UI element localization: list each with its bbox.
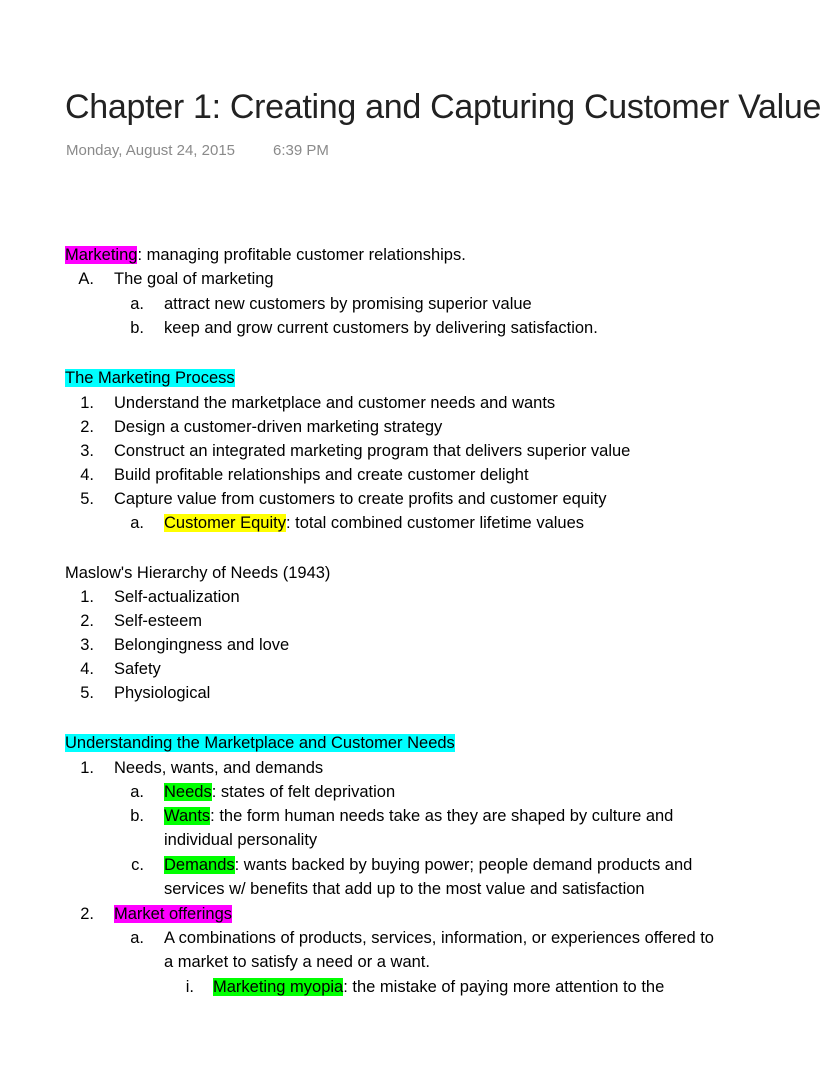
list-item: Safety [114, 660, 161, 678]
term-demands: Demands [164, 856, 235, 874]
list-marker: 5. [80, 490, 94, 508]
page-title: Chapter 1: Creating and Capturing Customer Value [65, 88, 822, 126]
list-marker: 3. [80, 636, 94, 654]
list-item: Build profitable relationships and create customer delight [114, 466, 529, 484]
list-item: Design a customer-driven marketing strategy [114, 418, 443, 436]
list-marker: 4. [80, 660, 94, 678]
section-heading-understanding [65, 731, 455, 755]
list-marker: 1. [80, 394, 94, 412]
list-marker: b. [130, 319, 144, 337]
list-marker: i. [185, 978, 194, 996]
list-item: Self-esteem [114, 612, 203, 630]
list-marker: a. [130, 295, 144, 313]
list-item: Construct an integrated marketing program that delivers superior value [114, 442, 631, 460]
list-marker: a. [130, 929, 144, 947]
list-marker: 2. [80, 905, 94, 923]
list-item: keep and grow current customers by delivering satisfaction. [164, 319, 598, 337]
list-item: Belongingness and love [114, 636, 290, 654]
heading-text: The Marketing Process [65, 369, 235, 387]
section-heading-marketing-process [65, 366, 235, 390]
list-marker: 3. [80, 442, 94, 460]
term-customer-equity: Customer Equity [164, 514, 286, 532]
definition-continuation: services w/ benefits that add up to the most value and satisfaction [164, 880, 645, 898]
wants-definition [164, 804, 673, 828]
customer-equity-definition [164, 511, 584, 535]
list-item: Self-actualization [114, 588, 240, 606]
needs-definition [164, 780, 395, 804]
definition-text: : the form human needs take as they are shaped by culture and [210, 807, 674, 825]
list-item: Physiological [114, 684, 211, 702]
list-marker: a. [130, 514, 144, 532]
term-needs: Needs [164, 783, 212, 801]
definition-continuation: a market to satisfy a need or a want. [164, 953, 430, 971]
list-marker: c. [131, 856, 144, 874]
page-time: 6:39 PM [273, 142, 329, 159]
goal-heading: The goal of marketing [114, 270, 274, 288]
list-marker: 4. [80, 466, 94, 484]
definition-continuation: individual personality [164, 831, 318, 849]
page-timestamp [66, 142, 329, 159]
page-date: Monday, August 24, 2015 [66, 142, 236, 159]
list-item: Understand the marketplace and customer needs and wants [114, 394, 556, 412]
list-marker: 1. [80, 588, 94, 606]
term-marketing: Marketing [65, 246, 138, 264]
maslow-heading: Maslow's Hierarchy of Needs (1943) [65, 564, 331, 582]
definition-text: : total combined customer lifetime values [285, 514, 585, 532]
demands-definition [164, 853, 692, 877]
list-marker: 5. [80, 684, 94, 702]
definition-text: : managing profitable customer relationships. [137, 246, 466, 264]
list-item: attract new customers by promising superior value [164, 295, 532, 313]
term-market-offerings: Market offerings [114, 905, 232, 923]
list-item: Capture value from customers to create profits and customer equity [114, 490, 607, 508]
list-marker: a. [130, 783, 144, 801]
marketing-definition [65, 243, 466, 267]
list-marker: 1. [80, 759, 94, 777]
list-item: Needs, wants, and demands [114, 759, 324, 777]
definition-text: : states of felt deprivation [211, 783, 396, 801]
term-wants: Wants [164, 807, 211, 825]
market-offerings-heading [114, 902, 232, 926]
heading-text: Understanding the Marketplace and Customer Needs [65, 734, 455, 752]
list-marker: 2. [80, 418, 94, 436]
definition-text: : wants backed by buying power; people demand products and [234, 856, 693, 874]
list-marker: b. [130, 807, 144, 825]
list-marker: A. [78, 270, 94, 288]
term-marketing-myopia: Marketing myopia [213, 978, 344, 996]
list-marker: 2. [80, 612, 94, 630]
marketing-myopia-definition [213, 975, 664, 999]
definition-text: : the mistake of paying more attention to the [343, 978, 665, 996]
list-item: A combinations of products, services, information, or experiences offered to [164, 929, 714, 947]
